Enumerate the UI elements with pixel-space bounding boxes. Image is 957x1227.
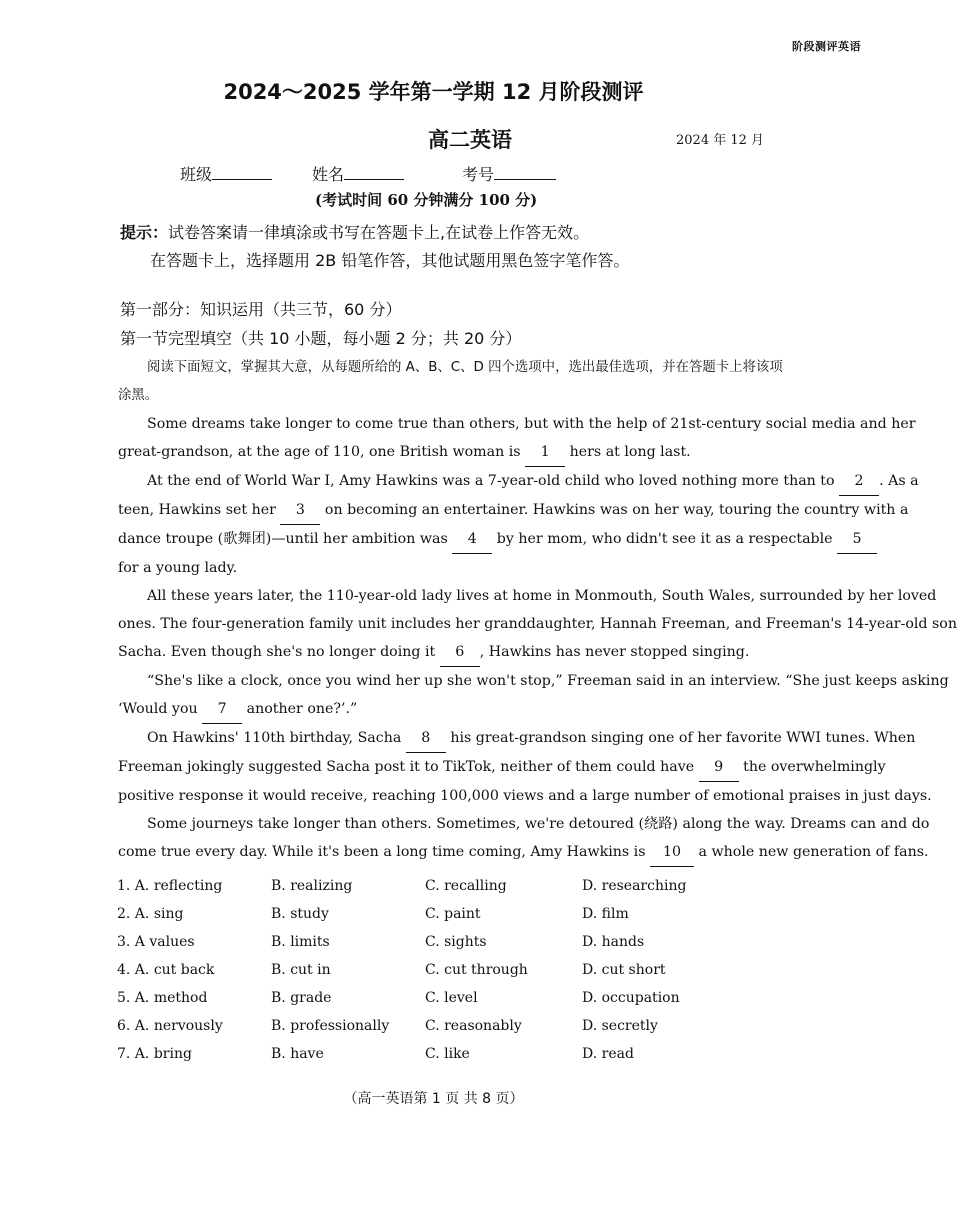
passage-line: Sacha. Even though she's no longer doing it 6 , Hawkins has never stopped singing. (118, 638, 867, 667)
blank-7[interactable]: 7 (202, 695, 242, 724)
passage-line: great-grandson, at the age of 110, one British woman is 1 hers at long last. (118, 438, 867, 467)
id-field[interactable] (462, 162, 556, 185)
passage-line: teen, Hawkins set her 3 on becoming an entertainer. Hawkins was on her way, touring the country with a (118, 496, 867, 525)
option-d[interactable]: D. hands (582, 934, 645, 950)
class-label: 班级 (180, 165, 213, 184)
passage (118, 354, 957, 867)
id-blank[interactable] (494, 165, 556, 180)
name-field[interactable] (312, 162, 404, 185)
tip-line-1 (120, 220, 589, 243)
passage-line: positive response it would receive, reaching 100,000 views and a large number of emotional praises in just days. (118, 788, 932, 804)
option-c[interactable]: C. paint (425, 906, 481, 922)
option-a[interactable]: 5. A. method (117, 990, 208, 1006)
name-label: 姓名 (312, 165, 345, 184)
blank-9[interactable]: 9 (699, 753, 739, 782)
blank-4[interactable]: 4 (452, 525, 492, 554)
option-row (117, 1046, 867, 1074)
option-a[interactable]: 2. A. sing (117, 906, 184, 922)
option-a[interactable]: 1. A. reflecting (117, 878, 223, 894)
passage-line: Freeman jokingly suggested Sacha post it to TikTok, neither of them could have 9 the overwhelmingly (118, 753, 867, 782)
class-blank[interactable] (212, 165, 272, 180)
class-field[interactable] (180, 162, 272, 185)
passage-line: for a young lady. (118, 560, 238, 576)
tip-text-1: 试卷答案请一律填涂或书写在答题卡上,在试卷上作答无效。 (168, 223, 590, 242)
passage-line: All these years later, the 110-year-old lady lives at home in Monmouth, South Wales, surrounded by her loved (147, 588, 937, 604)
blank-1[interactable]: 1 (525, 438, 565, 467)
option-a[interactable]: 3. A values (117, 934, 195, 950)
blank-5[interactable]: 5 (837, 525, 877, 554)
option-c[interactable]: C. reasonably (425, 1018, 522, 1034)
option-d[interactable]: D. secretly (582, 1018, 658, 1034)
blank-8[interactable]: 8 (406, 724, 446, 753)
id-label: 考号 (462, 165, 495, 184)
passage-line: “She's like a clock, once you wind her up she won't stop,” Freeman said in an interview. “She just keeps asking (147, 673, 949, 689)
page-title: 2024～2025 学年第一学期 12 月阶段测评 (223, 80, 644, 104)
option-b[interactable]: B. professionally (271, 1018, 390, 1034)
option-a[interactable]: 4. A. cut back (117, 962, 215, 978)
instruction-line-1: 阅读下面短文，掌握其大意，从每题所给的 A、B、C、D 四个选项中，选出最佳选项，并在答题卡上将该项 (147, 360, 783, 375)
option-c[interactable]: C. level (425, 990, 478, 1006)
blank-6[interactable]: 6 (440, 638, 480, 667)
option-b[interactable]: B. realizing (271, 878, 353, 894)
option-row (117, 990, 867, 1018)
section-heading: 第一节完型填空（共 10 小题，每小题 2 分；共 20 分） (120, 329, 522, 348)
option-d[interactable]: D. cut short (582, 962, 666, 978)
tip-line-2: 在答题卡上，选择题用 2B 铅笔作答，其他试题用黑色签字笔作答。 (150, 251, 630, 270)
passage-line: ones. The four-generation family unit includes her granddaughter, Hannah Freeman, and Freeman's 14-year-old son (118, 616, 957, 632)
exam-date: 2024 年 12 月 (676, 133, 765, 148)
blank-2[interactable]: 2 (839, 467, 879, 496)
option-row (117, 962, 867, 990)
option-row (117, 878, 867, 906)
option-b[interactable]: B. cut in (271, 962, 331, 978)
corner-tag: 阶段测评英语 (792, 40, 861, 53)
part-heading: 第一部分：知识运用（共三节，60 分） (120, 300, 402, 319)
page-footer: （高一英语第 1 页 共 8 页） (343, 1091, 524, 1107)
blank-10[interactable]: 10 (650, 838, 694, 867)
option-b[interactable]: B. have (271, 1046, 324, 1062)
passage-line: Some dreams take longer to come true than others, but with the help of 21st-century social media and her (147, 416, 916, 432)
option-b[interactable]: B. grade (271, 990, 332, 1006)
option-c[interactable]: C. like (425, 1046, 470, 1062)
option-d[interactable]: D. researching (582, 878, 687, 894)
passage-line: ‘Would you 7 another one?’.” (118, 695, 867, 724)
subject-title: 高二英语 (428, 128, 512, 152)
blank-3[interactable]: 3 (280, 496, 320, 525)
option-d[interactable]: D. film (582, 906, 629, 922)
option-a[interactable]: 7. A. bring (117, 1046, 192, 1062)
option-row (117, 1018, 867, 1046)
exam-info: (考试时间 60 分钟满分 100 分) (315, 191, 538, 209)
option-a[interactable]: 6. A. nervously (117, 1018, 223, 1034)
option-b[interactable]: B. limits (271, 934, 330, 950)
name-blank[interactable] (344, 165, 404, 180)
passage-line: come true every day. While it's been a long time coming, Amy Hawkins is 10 a whole new generation of fans. (118, 838, 867, 867)
option-c[interactable]: C. sights (425, 934, 487, 950)
passage-line: Some journeys take longer than others. Sometimes, we're detoured (绕路) along the way. Dreams can and do (147, 816, 930, 832)
option-d[interactable]: D. occupation (582, 990, 680, 1006)
passage-line: At the end of World War I, Amy Hawkins was a 7-year-old child who loved nothing more than to 2 . As a (118, 467, 867, 496)
option-c[interactable]: C. recalling (425, 878, 507, 894)
option-row (117, 934, 867, 962)
option-row (117, 906, 867, 934)
option-b[interactable]: B. study (271, 906, 329, 922)
passage-line: On Hawkins' 110th birthday, Sacha 8 his great-grandson singing one of her favorite WWI tunes. When (118, 724, 867, 753)
passage-line: dance troupe (歌舞团)—until her ambition was 4 by her mom, who didn't see it as a respectable 5 (118, 525, 867, 554)
option-c[interactable]: C. cut through (425, 962, 528, 978)
tip-label: 提示： (120, 223, 169, 242)
instruction-line-2: 涂黑。 (118, 388, 159, 403)
option-d[interactable]: D. read (582, 1046, 634, 1062)
